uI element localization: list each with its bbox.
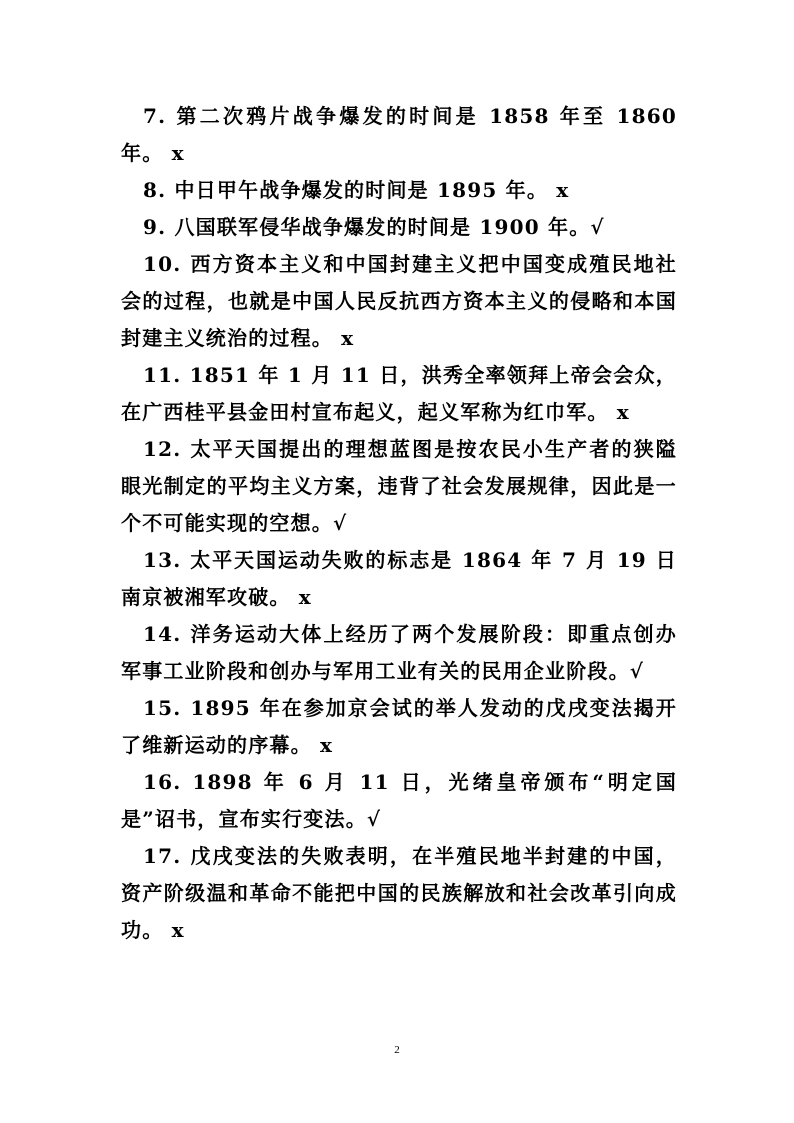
question-10: 10. 西方资本主义和中国封建主义把中国变成殖民地社会的过程，也就是中国人民反抗西方资本主义的侵略和本国封建主义统治的过程。 x	[121, 252, 677, 350]
question-13: 13. 太平天国运动失败的标志是 1864 年 7 月 19 日南京被湘军攻破。 x	[121, 548, 677, 609]
question-9: 9. 八国联军侵华战争爆发的时间是 1900 年。√	[143, 215, 605, 239]
page-number: 2	[394, 1044, 400, 1056]
question-14: 14. 洋务运动大体上经历了两个发展阶段：即重点创办军事工业阶段和创办与军用工业有关的民用企业阶段。√	[121, 622, 677, 683]
question-8: 8. 中日甲午战争爆发的时间是 1895 年。 x	[143, 178, 570, 202]
question-12: 12. 太平天国提出的理想蓝图是按农民小生产者的狭隘眼光制定的平均主义方案，违背了社会发展规律，因此是一个不可能实现的空想。√	[121, 437, 677, 535]
question-17: 17. 戊戌变法的失败表明，在半殖民地半封建的中国，资产阶级温和革命不能把中国的民族解放和社会改革引向成功。 x	[121, 844, 677, 942]
question-11: 11. 1851 年 1 月 11 日，洪秀全率领拜上帝会会众，在广西桂平县金田村宣布起义，起义军称为红巾军。 x	[121, 363, 677, 424]
document-body	[121, 98, 677, 949]
question-15: 15. 1895 年在参加京会试的举人发动的戊戌变法揭开了维新运动的序幕。 x	[121, 696, 677, 757]
question-7: 7. 第二次鸦片战争爆发的时间是 1858 年至 1860 年。 x	[121, 104, 677, 165]
question-16: 16. 1898 年 6 月 11 日，光绪皇帝颁布“明定国是”诏书，宣布实行变法。√	[121, 770, 677, 831]
